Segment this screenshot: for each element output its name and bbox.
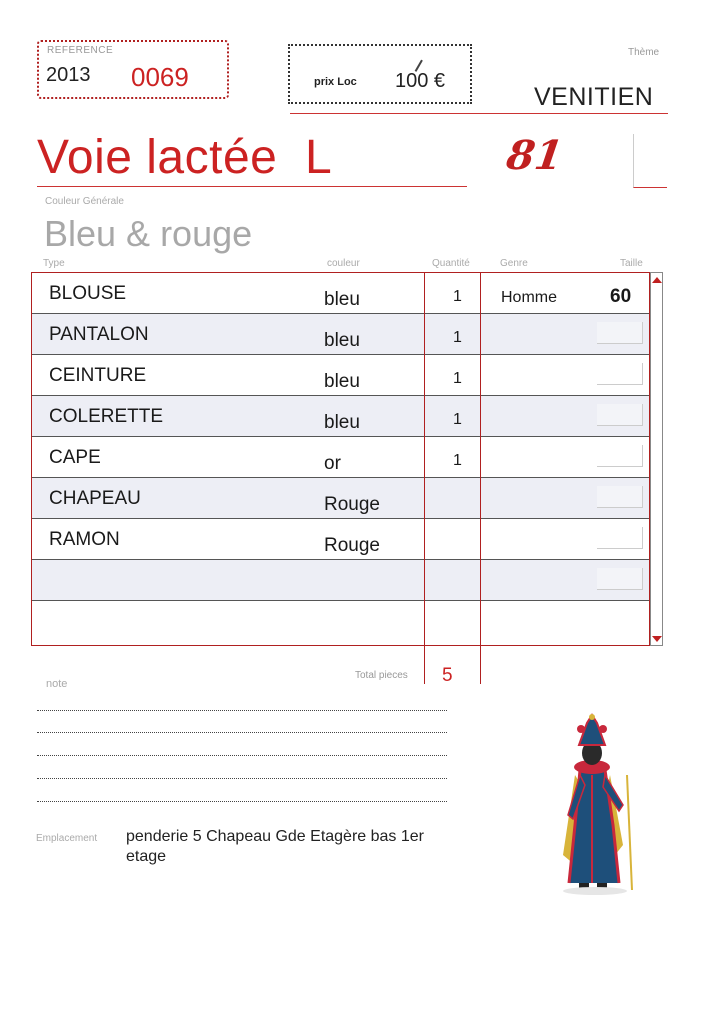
general-color-label: Couleur Générale [45,196,124,207]
note-line[interactable] [37,710,447,711]
column-header-genre: Genre [500,258,528,269]
item-color: Rouge [324,494,380,515]
title-underline [37,186,467,187]
item-color: bleu [324,330,360,351]
costume-photo [535,705,650,910]
general-color-value[interactable]: Bleu & rouge [44,213,253,254]
item-type: CAPE [49,447,101,468]
location-value[interactable]: penderie 5 Chapeau Gde Etagère bas 1er etage [126,828,424,865]
item-type: CEINTURE [49,365,147,386]
theme-underline [290,113,668,114]
item-quantity: 1 [453,370,462,387]
table-row[interactable] [32,560,649,601]
item-type: PANTALON [49,324,149,345]
note-label: note [46,678,68,690]
triangle-down-icon[interactable] [652,636,662,642]
item-genre: Homme [501,289,558,306]
column-header-color: couleur [327,258,360,269]
item-size: 60 [610,286,632,307]
theme-label: Thème [628,47,660,58]
item-type: RAMON [49,529,120,550]
item-color: Rouge [324,535,380,556]
location-label: Emplacement [36,833,98,844]
size-field[interactable] [597,527,643,549]
item-type: BLOUSE [49,283,127,304]
note-line[interactable] [37,801,447,802]
size-field[interactable] [597,404,643,426]
table-scrollbar[interactable] [650,272,663,646]
table-row[interactable] [32,478,649,519]
table-row[interactable] [32,355,649,396]
handwritten-number: 81 [503,132,566,179]
column-divider [424,273,425,647]
item-color: bleu [324,371,360,392]
note-line[interactable] [37,755,447,756]
table-row[interactable] [32,437,649,478]
triangle-up-icon[interactable] [652,277,662,283]
table-row[interactable] [32,519,649,560]
item-quantity: 1 [453,411,462,428]
price-label: prix Loc [314,76,357,88]
note-line[interactable] [37,778,447,779]
reference-number[interactable]: 0069 [131,62,189,92]
size-field[interactable] [597,322,643,344]
costume-title[interactable]: Voie lactée L [37,131,333,184]
item-type: COLERETTE [49,406,164,427]
price-box [288,44,472,104]
total-pieces-label: Total pieces [355,670,408,681]
size-field[interactable] [597,363,643,385]
note-line[interactable] [37,732,447,733]
item-color: bleu [324,412,360,433]
reference-label: REFERENCE [47,45,114,56]
side-field[interactable] [633,134,667,188]
total-pieces-value[interactable]: 5 [442,665,453,686]
column-header-quantity: Quantité [432,258,470,269]
size-field[interactable] [597,486,643,508]
item-quantity: 1 [453,452,462,469]
table-row[interactable] [32,396,649,437]
item-quantity: 1 [453,329,462,346]
column-divider [480,273,481,645]
item-quantity: 1 [453,288,462,305]
total-divider [424,646,425,684]
table-row[interactable] [32,314,649,355]
size-field[interactable] [597,445,643,467]
reference-box [37,40,229,99]
reference-year[interactable]: 2013 [46,64,91,86]
items-table [31,272,650,646]
price-value[interactable]: 100 € [395,70,446,92]
item-type: CHAPEAU [49,488,141,509]
size-field[interactable] [597,568,643,590]
table-row[interactable] [32,273,649,314]
item-color: or [324,453,341,474]
item-color: bleu [324,289,360,310]
theme-value[interactable]: VENITIEN [534,83,654,111]
total-divider [480,646,481,684]
column-header-size: Taille [620,258,643,269]
column-header-type: Type [43,258,65,269]
